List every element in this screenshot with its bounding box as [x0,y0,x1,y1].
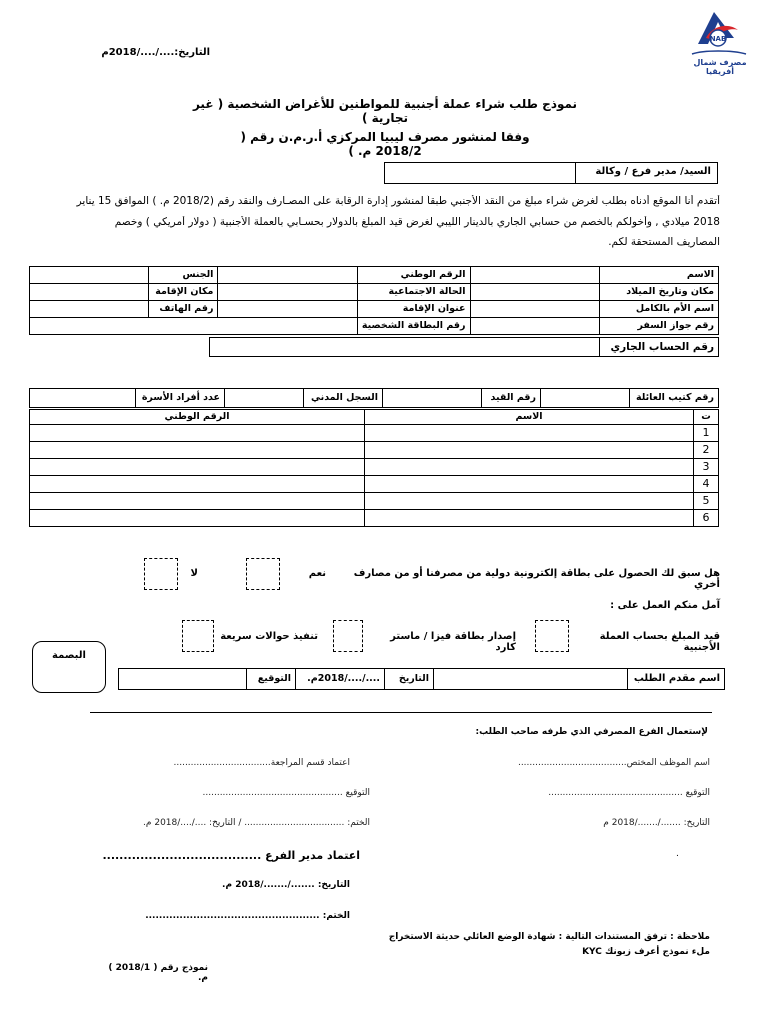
member-national-field[interactable] [30,425,365,442]
applicant-date-label: التاريخ [385,669,434,690]
table-row [30,442,719,459]
col-num-header: ت [694,410,719,425]
option-account-label: قيد المبلغ بحساب العملة الأجنبية [599,631,720,653]
member-name-field[interactable] [365,493,694,510]
member-national-field[interactable] [30,459,365,476]
employee-field[interactable]: اسم الموظف المختص...................................... [517,758,710,768]
gender-label: الجنس [149,267,218,284]
civil-registry-field[interactable] [225,389,304,408]
member-national-field[interactable] [30,493,365,510]
phone-field[interactable] [30,301,149,318]
row-number: 6 [694,510,719,527]
row-number: 2 [694,442,719,459]
residence-place-label: مكان الإقامة [149,284,218,301]
separator-line [90,712,712,713]
dot-mark: . [676,849,679,859]
yes-label: نعم [308,568,326,579]
gender-field[interactable] [30,267,149,284]
civil-registry-label: السجل المدني [304,389,383,408]
form-title: نموذج طلب شراء عملة أجنبية للمواطنين للأغراض الشخصية ( غير تجارية ) [192,97,578,125]
option-card-label: إصدار بطاقة فيزا / ماستر كارد [390,631,516,653]
fingerprint-box[interactable] [32,641,106,693]
name-field[interactable] [470,267,599,284]
table-row [30,459,719,476]
header-date: التاريخ:..../..../2018م [101,47,210,58]
logo-text: مصرف شمال أفريقيا [693,58,747,76]
applicant-date-field[interactable]: ..../..../2018م. [296,669,385,690]
family-info-table [29,388,719,408]
marital-status-field[interactable] [218,284,357,301]
member-name-field[interactable] [365,476,694,493]
manager-date-field[interactable]: التاريخ: ......./......./2018 م. [222,880,350,890]
birth-field[interactable] [470,284,599,301]
applicant-name-field[interactable] [434,669,628,690]
col-name-header: الاسم [365,410,694,425]
family-members-table [29,409,719,527]
signature-field-2[interactable]: التوقيع ................................................. [202,788,370,798]
member-national-field[interactable] [30,476,365,493]
bank-use-title: لإستعمال الفرع المصرفي الذي طرفه صاحب الطلب: [475,727,708,737]
review-approval-field[interactable]: اعتماد قسم المراجعة.................................. [173,758,350,768]
applicant-name-label: اسم مقدم الطلب [628,669,725,690]
date-field-1[interactable]: التاريخ: ......./......./2018 م [603,818,710,828]
members-count-label: عدد أفراد الأسرة [136,389,225,408]
card-question: هل سبق لك الحصول على بطاقة إلكترونية دولية من مصرفنا أو من مصارف أخري [353,568,720,590]
registration-label: رقم القيد [482,389,541,408]
personal-info-table [29,266,719,335]
addressee-label: السيد/ مدير فرع / وكالة [595,166,711,177]
logo-badge-text: NAB [709,35,727,43]
manager-stamp-field[interactable]: الختم: ................................................... [145,911,350,921]
birth-label: مكان وتاريخ الميلاد [599,284,718,301]
form-subtitle: وفقا لمنشور مصرف ليبيا المركزي أ.ر.م.ن رقم ( 2018/2 م. ) [240,130,530,158]
account-field[interactable] [210,338,600,357]
row-number: 4 [694,476,719,493]
marital-status-label: الحالة الاجتماعية [357,284,470,301]
col-national-header: الرقم الوطني [30,410,365,425]
option-account-checkbox[interactable] [535,620,569,652]
intro-line-3: المصاريف المستحقة لكم. [608,236,720,248]
phone-label: رقم الهاتف [149,301,218,318]
addressee-box[interactable] [384,162,718,184]
yes-checkbox[interactable] [246,558,280,590]
national-number-field[interactable] [218,267,357,284]
option-transfer-label: تنفيذ حوالات سريعة [220,631,318,642]
residence-address-label: عنوان الإقامة [357,301,470,318]
name-label: الاسم [599,267,718,284]
applicant-signature-label: التوقيع [247,669,296,690]
member-name-field[interactable] [365,459,694,476]
no-checkbox[interactable] [144,558,178,590]
applicant-signature-field[interactable] [119,669,247,690]
residence-place-field[interactable] [30,284,149,301]
id-card-field[interactable] [30,318,358,335]
signature-field-1[interactable]: التوقيع ............................................... [548,788,710,798]
row-number: 3 [694,459,719,476]
fingerprint-label: البصمة [52,650,86,661]
intro-line-1: أتقدم أنا الموقع أدناه بطلب لغرض شراء مبلغ من النقد الأجنبي طبقاً لمنشور إدارة الرقابة على المصـارف والنقد رقم (2018/2 م. ) الموافق 15 يناير [76,195,720,207]
applicant-table [118,668,725,690]
id-card-label: رقم البطاقة الشخصية [357,318,470,335]
passport-field[interactable] [470,318,599,335]
row-number: 5 [694,493,719,510]
member-national-field[interactable] [30,442,365,459]
mother-name-field[interactable] [470,301,599,318]
member-name-field[interactable] [365,510,694,527]
option-transfer-checkbox[interactable] [182,620,214,652]
table-row [30,476,719,493]
hope-label: آمل منكم العمل على : [610,600,720,611]
option-card-checkbox[interactable] [333,620,363,652]
members-count-field[interactable] [30,389,136,408]
form-number: نموذج رقم ( 2018/1 ) م. [108,963,208,983]
manager-approval-field[interactable]: اعتماد مدير الفرع ...................................... [102,849,360,862]
national-number-label: الرقم الوطني [357,267,470,284]
note-line-2: ملء نموذج أعرف زبونك KYC [582,947,710,957]
note-line-1: ملاحظة : ترفق المستندات التالية : شهادة الوضع العائلي حديثة الاستخراج [388,932,710,942]
table-row [30,510,719,527]
family-book-label: رقم كتيب العائلة [630,389,719,408]
stamp-date-field[interactable]: الختم: ................................... / التاريخ: ..../..../2018 م. [143,818,370,828]
member-name-field[interactable] [365,442,694,459]
no-label: لا [190,568,198,579]
account-table [209,337,719,357]
member-national-field[interactable] [30,510,365,527]
mother-name-label: اسم الأم بالكامل [599,301,718,318]
registration-field[interactable] [383,389,482,408]
residence-address-field[interactable] [218,301,357,318]
passport-label: رقم جواز السفر [599,318,718,335]
family-book-field[interactable] [541,389,630,408]
account-label: رقم الحساب الجاري [600,338,719,357]
intro-line-2: 2018 ميلادي , وأخولكم بالخصم من حسابي الجاري بالدينار الليبي لغرض قيد المبلغ بالدولار بحسـابي بالعملة الأجنبية ( دولار أمريكي ) وخصم [114,216,720,228]
member-name-field[interactable] [365,425,694,442]
table-row [30,425,719,442]
table-row [30,493,719,510]
row-number: 1 [694,425,719,442]
